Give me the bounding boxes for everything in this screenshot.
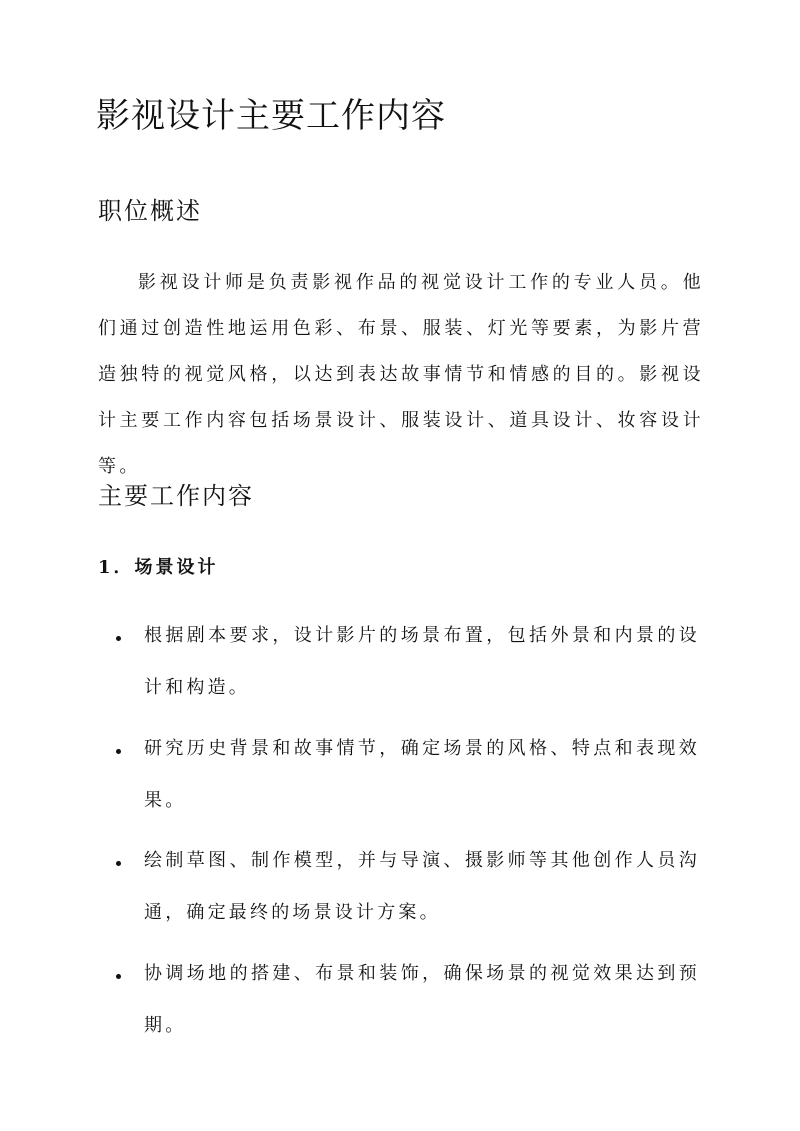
- bullet-dot-icon: [116, 974, 121, 979]
- subsection-heading-scene-design: 1．场景设计: [98, 557, 219, 578]
- document-title: 影视设计主要工作内容: [96, 96, 446, 136]
- overview-paragraph: 影视设计师是负责影视作品的视觉设计工作的专业人员。他们通过创造性地运用色彩、布景、服装、灯光等要素，为影片营造独特的视觉风格，以达到表达故事情节和情感的目的。影视设计主要工作内容包括场景设计、服装设计、道具设计、妆容设计等。: [98, 272, 704, 477]
- bullet-text: 根据剧本要求，设计影片的场景布置，包括外景和内景的设计和构造。: [144, 625, 700, 698]
- bullet-dot-icon: [116, 636, 121, 641]
- section-heading-main-work: 主要工作内容: [98, 482, 254, 510]
- bullet-dot-icon: [116, 749, 121, 754]
- bullet-text: 绘制草图、制作模型，并与导演、摄影师等其他创作人员沟通，确定最终的场景设计方案。: [144, 850, 700, 923]
- bullet-dot-icon: [116, 861, 121, 866]
- section-heading-overview: 职位概述: [98, 197, 202, 225]
- bullet-text: 协调场地的搭建、布景和装饰，确保场景的视觉效果达到预期。: [144, 963, 700, 1036]
- bullet-text: 研究历史背景和故事情节，确定场景的风格、特点和表现效果。: [144, 738, 700, 811]
